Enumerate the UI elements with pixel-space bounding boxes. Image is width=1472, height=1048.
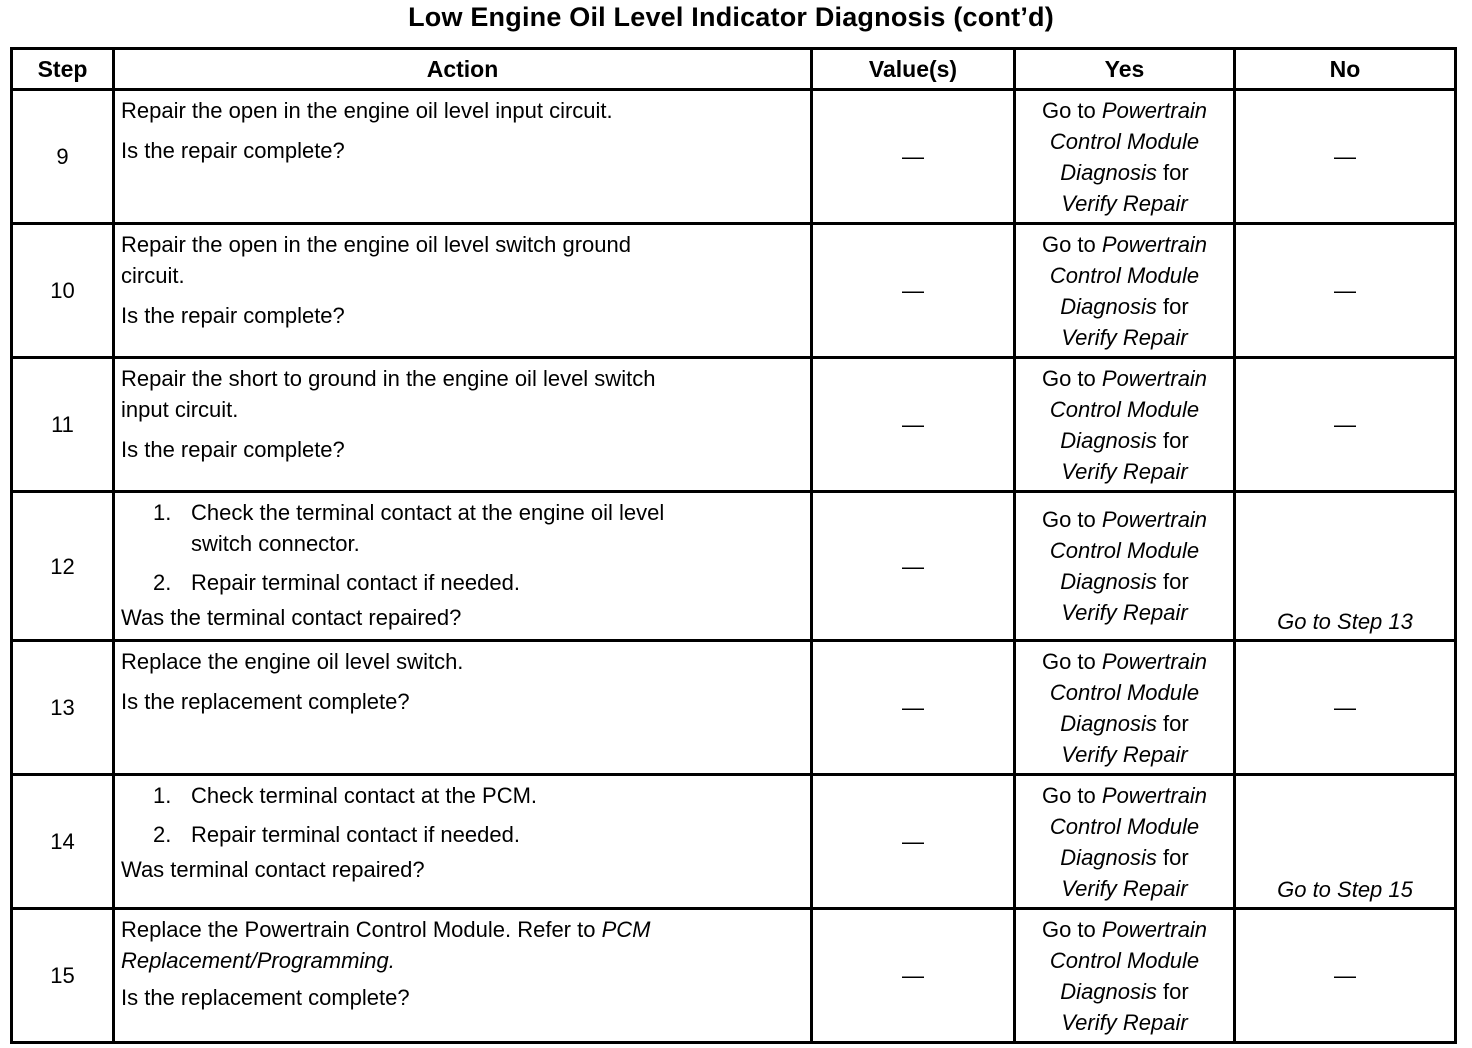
step-number: 12 — [12, 492, 114, 641]
header-action: Action — [114, 49, 812, 90]
no-cell — [1235, 492, 1456, 641]
step-number: 14 — [12, 775, 114, 909]
table-header-row — [12, 49, 1456, 90]
yes-for: for — [1156, 293, 1189, 319]
action-question: Is the repair complete? — [121, 303, 345, 328]
yes-link-powertrain[interactable]: Powertrain — [1101, 648, 1208, 674]
no-cell: — — [1235, 224, 1456, 358]
yes-link-control-module[interactable]: Control Module — [1049, 128, 1200, 154]
action-question: Is the replacement complete? — [121, 689, 410, 714]
list-item-number: 1. — [153, 783, 172, 808]
yes-for: for — [1156, 159, 1189, 185]
table-row — [12, 909, 1456, 1043]
yes-goto: Go to — [1041, 648, 1096, 674]
table-row — [12, 224, 1456, 358]
action-link-replacement-programming[interactable]: Replacement/Programming. — [121, 948, 395, 973]
yes-link-diagnosis[interactable]: Diagnosis — [1060, 569, 1157, 594]
list-item-text: Repair terminal contact if needed. — [191, 822, 520, 847]
yes-goto: Go to — [1041, 782, 1096, 808]
values-cell: — — [812, 775, 1015, 909]
yes-link-verify-repair[interactable]: Verify Repair — [1061, 600, 1188, 625]
yes-link-diagnosis[interactable]: Diagnosis — [1060, 159, 1157, 185]
yes-link-verify-repair[interactable]: Verify Repair — [1061, 1009, 1188, 1035]
action-list-item — [121, 497, 804, 559]
yes-link-control-module[interactable]: Control Module — [1049, 262, 1200, 288]
action-list-item — [121, 780, 804, 811]
list-item-number: 1. — [153, 500, 172, 525]
action-text: Replace the engine oil level switch. — [121, 649, 464, 674]
action-question: Is the repair complete? — [121, 138, 345, 163]
step-number: 10 — [12, 224, 114, 358]
action-cell — [114, 641, 812, 775]
list-item-text-continued: switch connector. — [191, 531, 360, 556]
no-cell: — — [1235, 909, 1456, 1043]
yes-link-control-module[interactable]: Control Module — [1049, 947, 1200, 973]
yes-link-diagnosis[interactable]: Diagnosis — [1060, 978, 1157, 1004]
yes-goto: Go to — [1041, 231, 1096, 257]
yes-link-diagnosis[interactable]: Diagnosis — [1060, 710, 1157, 736]
list-item-text: Repair terminal contact if needed. — [191, 570, 520, 595]
values-cell: — — [812, 641, 1015, 775]
step-number: 9 — [12, 90, 114, 224]
no-cell: — — [1235, 90, 1456, 224]
action-text: Repair the open in the engine oil level switch ground — [121, 232, 631, 257]
values-cell: — — [812, 909, 1015, 1043]
table-row — [12, 641, 1456, 775]
yes-link-powertrain[interactable]: Powertrain — [1101, 507, 1208, 532]
action-text-continued: circuit. — [121, 263, 185, 288]
yes-goto: Go to — [1041, 916, 1096, 942]
yes-for: for — [1156, 427, 1189, 453]
action-question: Is the replacement complete? — [121, 985, 410, 1010]
yes-link-control-module[interactable]: Control Module — [1049, 813, 1200, 839]
yes-goto: Go to — [1041, 365, 1096, 391]
yes-link-diagnosis[interactable]: Diagnosis — [1060, 293, 1157, 319]
action-text-continued: input circuit. — [121, 397, 239, 422]
header-values: Value(s) — [812, 49, 1015, 90]
action-text: Replace the Powertrain Control Module. Refer to — [121, 917, 602, 942]
yes-link-control-module[interactable]: Control Module — [1049, 679, 1200, 705]
yes-cell — [1015, 909, 1235, 1043]
header-step: Step — [12, 49, 114, 90]
yes-link-verify-repair[interactable]: Verify Repair — [1061, 190, 1188, 216]
values-cell: — — [812, 224, 1015, 358]
values-cell: — — [812, 358, 1015, 492]
yes-cell — [1015, 90, 1235, 224]
action-cell — [114, 909, 812, 1043]
yes-link-powertrain[interactable]: Powertrain — [1101, 916, 1208, 942]
list-item-text: Check terminal contact at the PCM. — [191, 783, 538, 808]
yes-goto: Go to — [1041, 97, 1096, 123]
yes-for: for — [1156, 710, 1189, 736]
yes-cell — [1015, 775, 1235, 909]
yes-link-diagnosis[interactable]: Diagnosis — [1060, 427, 1157, 453]
table-row — [12, 358, 1456, 492]
yes-link-powertrain[interactable]: Powertrain — [1101, 365, 1208, 391]
step-number: 13 — [12, 641, 114, 775]
yes-link-powertrain[interactable]: Powertrain — [1101, 97, 1208, 123]
yes-for: for — [1156, 844, 1189, 870]
diagnosis-table — [10, 47, 1457, 1044]
values-cell: — — [812, 492, 1015, 641]
page-title: Low Engine Oil Level Indicator Diagnosis (cont’d) — [408, 2, 1054, 32]
table-row — [12, 775, 1456, 909]
action-link-pcm[interactable]: PCM — [601, 917, 651, 942]
yes-link-diagnosis[interactable]: Diagnosis — [1060, 844, 1157, 870]
yes-link-verify-repair[interactable]: Verify Repair — [1061, 458, 1188, 484]
no-link-go-to-step[interactable]: Go to Step 15 — [1277, 877, 1413, 902]
step-number: 15 — [12, 909, 114, 1043]
action-list-item — [121, 819, 804, 850]
yes-link-powertrain[interactable]: Powertrain — [1101, 231, 1208, 257]
yes-goto: Go to — [1041, 507, 1096, 532]
table-row — [12, 90, 1456, 224]
action-cell — [114, 775, 812, 909]
no-cell: — — [1235, 358, 1456, 492]
yes-link-verify-repair[interactable]: Verify Repair — [1061, 741, 1188, 767]
yes-for: for — [1156, 569, 1189, 594]
yes-for: for — [1156, 978, 1189, 1004]
values-cell: — — [812, 90, 1015, 224]
action-cell — [114, 90, 812, 224]
step-number: 11 — [12, 358, 114, 492]
no-cell — [1235, 775, 1456, 909]
no-cell: — — [1235, 641, 1456, 775]
yes-cell — [1015, 224, 1235, 358]
list-item-text: Check the terminal contact at the engine oil level — [191, 500, 665, 525]
header-yes: Yes — [1015, 49, 1235, 90]
action-text: Repair the open in the engine oil level input circuit. — [121, 98, 613, 123]
yes-cell — [1015, 358, 1235, 492]
no-link-go-to-step[interactable]: Go to Step 13 — [1277, 609, 1413, 634]
action-cell — [114, 358, 812, 492]
yes-cell — [1015, 641, 1235, 775]
action-question: Was terminal contact repaired? — [121, 857, 425, 882]
table-row — [12, 492, 1456, 641]
yes-link-verify-repair[interactable]: Verify Repair — [1061, 324, 1188, 350]
action-cell — [114, 492, 812, 641]
action-list-item — [121, 567, 804, 598]
yes-link-verify-repair[interactable]: Verify Repair — [1061, 875, 1188, 901]
action-cell — [114, 224, 812, 358]
header-no: No — [1235, 49, 1456, 90]
list-item-number: 2. — [153, 570, 172, 595]
yes-link-control-module[interactable]: Control Module — [1049, 396, 1200, 422]
action-question: Is the repair complete? — [121, 437, 345, 462]
action-question: Was the terminal contact repaired? — [121, 605, 462, 630]
action-text: Repair the short to ground in the engine oil level switch — [121, 366, 656, 391]
yes-link-powertrain[interactable]: Powertrain — [1101, 782, 1208, 808]
yes-cell — [1015, 492, 1235, 641]
yes-link-control-module[interactable]: Control Module — [1049, 538, 1200, 563]
list-item-number: 2. — [153, 822, 172, 847]
